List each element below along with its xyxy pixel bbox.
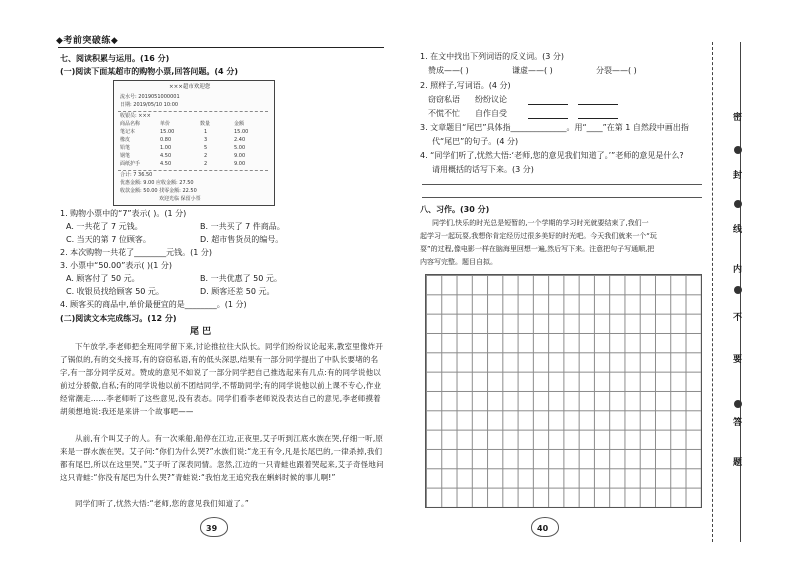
- essay-prompt-line-1: 同学们,快乐的时光总是短暂的,一个学期的学习时光就要结束了,我们一: [432, 219, 649, 227]
- receipt-total: 合计: 7 36.50: [120, 172, 153, 178]
- page-number: 39: [206, 524, 218, 533]
- essay-writing-grid[interactable]: [425, 274, 702, 508]
- sub-section-2-heading: (二)阅读文本完成练习。(12 分): [60, 314, 177, 323]
- question-3: 3. 小票中“50.00”表示( )(1 分): [60, 261, 173, 270]
- section-7-heading: 七、阅读积累与运用。(16 分): [60, 54, 170, 63]
- example-word-3: 不慌不忙: [428, 109, 460, 118]
- section-banner: ◆考前突破练◆: [56, 36, 119, 46]
- seal-label-char: 内: [733, 265, 743, 275]
- story-paragraph-2: 从前,有个叫艾子的人。有一次乘船,船停在江边,正夜里,艾子听到江底水族在哭,仔细一听,原来是一群水族在哭。艾子问:“你们为什么哭?”水族们说:“龙王有令,凡是长尾巴的,一律杀掉,我们都有尾巴,所以在这里哭。”艾子听了深表同情。忽然,江边的一只青蛙也跟着哭起来,艾子奇怪地问这只青蛙:“你没有尾巴为什么哭?”青蛙说:“我怕龙王追究我在蝌蚪时候的事儿啊!”: [60, 434, 384, 482]
- receipt-row-2-qty: 3: [204, 137, 208, 143]
- receipt-header-qty: 数量: [200, 121, 211, 127]
- seal-label-char: 线: [733, 225, 743, 235]
- binding-hole-icon: [734, 200, 742, 208]
- question-3-option-a: A. 顾客付了 50 元。: [66, 274, 140, 283]
- example-word-1: 窃窃私语: [428, 95, 460, 104]
- question-1-option-a: A. 一共花了 7 元钱。: [66, 222, 143, 231]
- seal-label-char: 封: [733, 171, 743, 181]
- antonym-item-1: 赞成——( ): [428, 66, 469, 75]
- question-4: 4. 顾客买的商品中,单价最便宜的是________。(1 分): [60, 300, 247, 309]
- essay-prompt-line-3: 耍”的过程,像电影一样在脑海里回想一遍,然后写下来。注意把句子写通顺,把: [420, 245, 655, 253]
- receipt-row-1-qty: 1: [204, 129, 208, 135]
- receipt-row-3-amount: 5.00: [234, 145, 246, 151]
- receipt-row-1-name: 笔记本: [120, 129, 136, 135]
- seal-label-char: 要: [733, 355, 743, 365]
- receipt-header-amount: 金额: [234, 121, 245, 127]
- receipt-header-name: 商品名称: [120, 121, 141, 127]
- receipt-row-3-price: 1.00: [160, 145, 172, 151]
- receipt-date: 日期: 2019/05/10 10:00: [120, 102, 179, 108]
- page-number: 40: [537, 524, 549, 533]
- seal-label-char: 答: [733, 418, 743, 428]
- question-3-option-b: B. 一共优惠了 50 元。: [200, 274, 282, 283]
- right-question-3-line-2: 代“尾巴”的句子。(4 分): [432, 137, 519, 146]
- receipt-footer: 欢迎光临 保留小票: [159, 196, 201, 202]
- receipt-row-5-price: 4.50: [160, 161, 172, 167]
- receipt-row-2-amount: 2.40: [234, 137, 246, 143]
- answer-line[interactable]: [422, 184, 702, 185]
- receipt-row-1-price: 15.00: [160, 129, 175, 135]
- antonym-item-2: 谦虚——( ): [512, 66, 553, 75]
- receipt-cashier: 收银员: ×××: [120, 113, 151, 119]
- receipt-row-1-amount: 15.00: [234, 129, 249, 135]
- receipt-header-price: 单价: [160, 121, 171, 127]
- answer-blank[interactable]: [528, 118, 568, 119]
- story-paragraph-1: 下午放学,李老师把全班同学留下来,讨论推拉往大队长。同学们纷纷议论起来,教室里像炸开了锅似的,有的交头接耳,有的窃窃私语,有的低头深思,结果有一部分同学提出了中队长要堵的名字,有一部分同学反对。赞成的意见不如说了一部分同学把自己推选起来有几点:有的同学说他以前过分骄傲,自私;有的同学说他以前不团结同学,不帮助同学;有的同学说他以前上课不专心,作业经常潮走……李老师听了这些意见,没有表态。同学们看李老师说没表达自己的意见,李老师摸着胡须想地说:我还是来讲一个故事吧——: [60, 342, 384, 416]
- right-question-4-line-1: 4. “同学们听了,忧然大悟:‘老师,您的意见我们知道了。’”老师的意见是什么?: [420, 151, 684, 160]
- receipt-serial: 流水号: 2019051000001: [120, 94, 180, 100]
- receipt-divider: [118, 111, 268, 112]
- receipt-row-5-name: 面纸护手: [120, 161, 141, 167]
- story-title: 尾 巴: [190, 327, 212, 337]
- question-3-option-c: C. 收银员找给顾客 50 元。: [66, 287, 164, 296]
- binding-dashed-line: [712, 42, 715, 542]
- example-word-2: 纷纷议论: [475, 95, 507, 104]
- right-question-1: 1. 在文中找出下列词语的反义词。(3 分): [420, 52, 565, 61]
- shopping-receipt: [113, 80, 275, 206]
- receipt-row-4-amount: 9.00: [234, 153, 246, 159]
- seal-label-char: 密: [733, 113, 743, 123]
- seal-label-char: 题: [733, 458, 743, 468]
- binding-hole-icon: [734, 286, 742, 294]
- receipt-row-3-name: 铅笔: [120, 145, 131, 151]
- question-3-option-d: D. 顾客还差 50 元。: [200, 287, 275, 296]
- story-paragraph-3: 同学们听了,忧然大悟:“老师,您的意见我们知道了。”: [75, 499, 250, 508]
- question-2: 2. 本次购物一共花了________元钱。(1 分): [60, 248, 213, 257]
- right-question-4-line-2: 请用概括的话写下来。(3 分): [432, 165, 534, 174]
- question-1-option-d: D. 超市售货员的编号。: [200, 235, 284, 244]
- receipt-row-4-price: 4.50: [160, 153, 172, 159]
- receipt-row-2-name: 橡皮: [120, 137, 131, 143]
- answer-blank[interactable]: [578, 104, 618, 105]
- example-word-4: 自作自受: [475, 109, 507, 118]
- question-1-option-c: C. 当天的第 7 位顾客。: [66, 235, 151, 244]
- question-1: 1. 购物小票中的“7”表示( )。(1 分): [60, 209, 187, 218]
- receipt-row-5-amount: 9.00: [234, 161, 246, 167]
- receipt-discount: 优惠金额: 9.00 应收金额: 27.50: [120, 180, 194, 186]
- answer-blank[interactable]: [578, 118, 618, 119]
- binding-hole-icon: [734, 146, 742, 154]
- section-8-heading: 八、习作。(30 分): [420, 205, 490, 214]
- right-question-3-line-1: 3. 文章题目“尾巴”具体指______________。用“____”在第 1 自然段中画出指: [420, 123, 689, 132]
- receipt-row-5-qty: 2: [204, 161, 208, 167]
- sub-section-1-heading: (一)阅读下面某超市的购物小票,回答问题。(4 分): [60, 67, 239, 76]
- receipt-divider: [118, 170, 268, 171]
- essay-prompt-line-2: 起学习一起玩耍,我想你肯定经历过很多美好的时光吧。今天我们就来一个“玩: [420, 232, 657, 240]
- receipt-row-4-qty: 2: [204, 153, 208, 159]
- essay-prompt-line-4: 内容写完整。题目自拟。: [420, 258, 497, 266]
- receipt-row-2-price: 0.80: [160, 137, 172, 143]
- answer-blank[interactable]: [528, 104, 568, 105]
- receipt-row-4-name: 钢笔: [120, 153, 131, 159]
- right-question-2: 2. 照样子,写词语。(4 分): [420, 81, 511, 90]
- receipt-payment: 收款金额: 50.00 找零金额: 22.50: [120, 188, 197, 194]
- antonym-item-3: 分裂——( ): [596, 66, 637, 75]
- answer-line[interactable]: [422, 197, 702, 198]
- receipt-row-3-qty: 5: [204, 145, 208, 151]
- question-1-option-b: B. 一共买了 7 件商品。: [200, 222, 285, 231]
- seal-label-char: 不: [733, 313, 743, 323]
- receipt-title: ×××超市欢迎您: [169, 84, 211, 90]
- banner-divider: [58, 47, 384, 48]
- binding-hole-icon: [734, 400, 742, 408]
